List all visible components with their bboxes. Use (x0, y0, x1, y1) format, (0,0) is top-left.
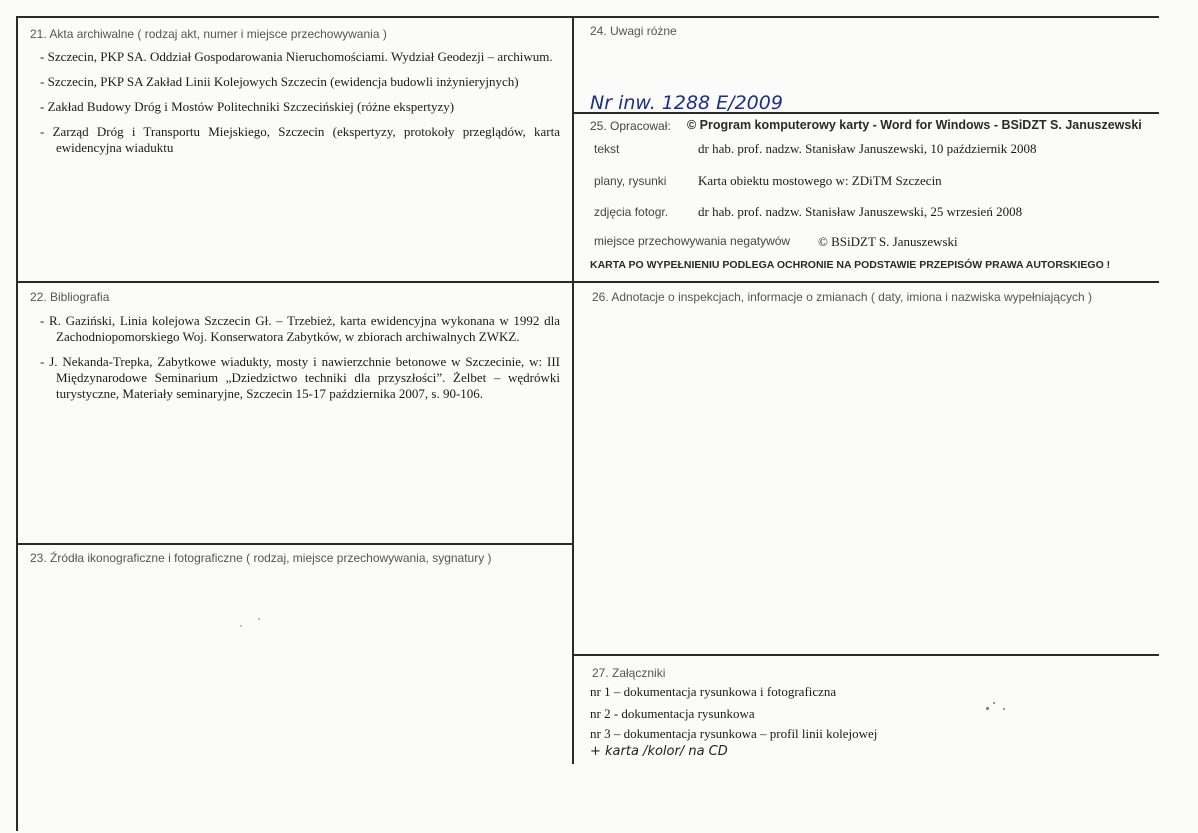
column-divider (572, 16, 574, 764)
scan-speck (993, 702, 995, 704)
list-item: - J. Nekanda-Trepka, Zabytkowe wiadukty, mosty i nawierzchnie betonowe w Szczecinie, w: III Międzynarodowe Seminarium „Dziedzictwo techniki dla przyszłości”. Żelbet – wędrówki turystyczne, Materiały seminaryjne, Szczecin 15-17 października 2007, s. 90-106. (40, 354, 560, 402)
negatives-value: © BSiDZT S. Januszewski (818, 234, 958, 249)
inventory-number-handwritten: Nr inw. 1288 E/2009 (590, 92, 783, 114)
section-23-title: 23. Źródła ikonograficzne i fotograficzne ( rodzaj, miejsce przechowywania, sygnatury ) (30, 551, 492, 565)
divider-25-26 (573, 281, 1159, 283)
section-21-title: 21. Akta archiwalne ( rodzaj akt, numer i miejsce przechowywania ) (30, 27, 387, 41)
text-author-label: tekst (594, 142, 620, 156)
plans-label: plany, rysunki (594, 174, 667, 188)
section-25-label: 25. Opracował: (590, 119, 671, 133)
attachment-handwritten-note: + karta /kolor/ na CD (590, 744, 728, 759)
attachment-3: nr 3 – dokumentacja rysunkowa – profil linii kolejowej (590, 726, 878, 741)
list-item: - Szczecin, PKP SA Zakład Linii Kolejowych Szczecin (ewidencja budowli inżynieryjnych) (40, 74, 560, 90)
program-credit: © Program komputerowy karty - Word for Windows - BSiDZT S. Januszewski (687, 118, 1142, 132)
list-item: - Szczecin, PKP SA. Oddział Gospodarowania Nieruchomościami. Wydział Geodezji – archiwum. (40, 49, 560, 65)
negatives-label: miejsce przechowywania negatywów (594, 234, 791, 248)
left-rule (16, 16, 18, 831)
attachment-1: nr 1 – dokumentacja rysunkowa i fotograficzna (590, 684, 837, 699)
list-item: - Zakład Budowy Dróg i Mostów Politechniki Szczecińskiej (różne ekspertyzy) (40, 99, 560, 115)
scan-speck (986, 707, 989, 710)
scan-speck (1003, 708, 1005, 710)
scan-speck (240, 625, 242, 627)
photos-label: zdjęcia fotogr. (594, 205, 669, 219)
scan-speck (258, 618, 260, 620)
section-27-title: 27. Załączniki (592, 666, 666, 680)
divider-22-23 (16, 543, 573, 545)
divider-21-22 (16, 281, 573, 283)
archive-files-list (40, 49, 560, 165)
divider-26-27 (573, 654, 1159, 656)
list-item: - Zarząd Dróg i Transportu Miejskiego, Szczecin (ekspertyzy, protokoły przeglądów, karta ewidencyjna wiaduktu (40, 124, 560, 156)
text-author-value: dr hab. prof. nadzw. Stanisław Januszewski, 10 październik 2008 (698, 141, 1037, 156)
top-rule (16, 16, 1159, 18)
section-22-title: 22. Bibliografia (30, 290, 110, 304)
plans-value: Karta obiektu mostowego w: ZDiTM Szczecin (698, 173, 942, 188)
list-item: - R. Gaziński, Linia kolejowa Szczecin Gł. – Trzebież, karta ewidencyjna wykonana w 1992 dla Zachodniopomorskiego Woj. Konserwatora Zabytków, w zbiorach archiwalnych ZWKZ. (40, 313, 560, 345)
section-24-title: 24. Uwagi różne (590, 24, 677, 38)
bibliography-list (40, 313, 560, 411)
photos-value: dr hab. prof. nadzw. Stanisław Januszewski, 25 wrzesień 2008 (698, 204, 1023, 219)
attachment-2: nr 2 - dokumentacja rysunkowa (590, 706, 755, 721)
copyright-notice: KARTA PO WYPEŁNIENIU PODLEGA OCHRONIE NA PODSTAWIE PRZEPISÓW PRAWA AUTORSKIEGO ! (590, 259, 1111, 271)
section-26-title: 26. Adnotacje o inspekcjach, informacje o zmianach ( daty, imiona i nazwiska wypełniających ) (592, 290, 1093, 304)
